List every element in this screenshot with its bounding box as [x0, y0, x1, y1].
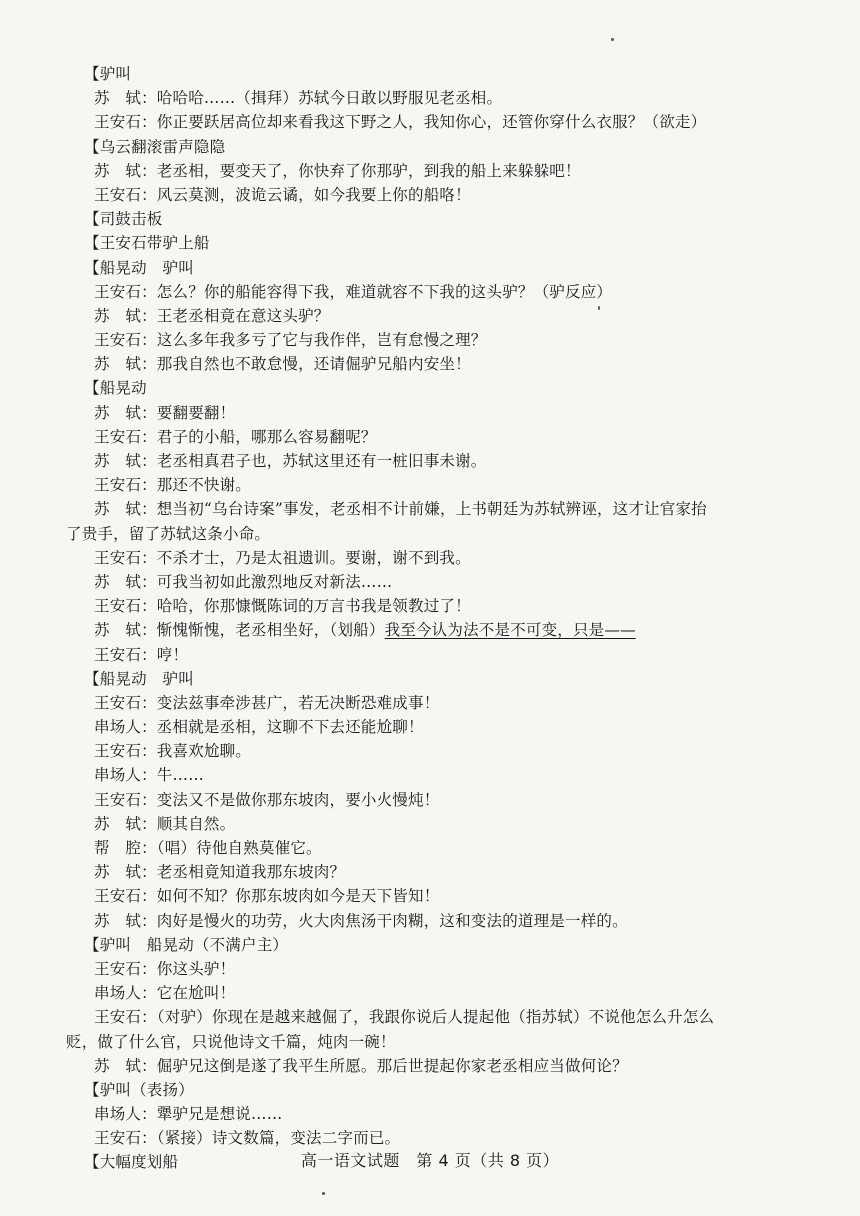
- line-text: 【驴叫: [84, 65, 132, 83]
- dialogue-line: [66, 328, 786, 352]
- line-text: 王安石：哼！: [94, 645, 189, 664]
- stage-direction: [66, 1078, 786, 1102]
- dialogue-line: [66, 812, 786, 836]
- line-text: 王安石：（对驴）你现在是越来越倔了，我跟你说后人提起他（指苏轼）不说他怎么升怎么: [94, 1008, 715, 1027]
- line-text: 苏 轼：要翻要翻！: [94, 403, 236, 422]
- line-text: 【驴叫 船晃动（不满户主）: [84, 935, 289, 954]
- stage-direction: [66, 207, 786, 231]
- dialogue-line: [66, 473, 786, 497]
- page-footer: 高一语文试题 第 4 页（共 8 页）: [300, 1151, 560, 1170]
- dialogue-line: [66, 1030, 786, 1054]
- dialogue-line: [66, 884, 786, 908]
- line-text: 苏 轼：老丞相竟知道我那东坡肉？: [94, 863, 346, 882]
- line-text: 王安石：君子的小船，哪那么容易翻呢？: [94, 427, 377, 446]
- line-text: 苏 轼：顺其自然。: [94, 814, 236, 833]
- stage-direction: [66, 256, 786, 280]
- line-text: 王安石：那还不快谢。: [94, 476, 252, 495]
- dialogue-line: [66, 1054, 786, 1078]
- dialogue-line: [66, 352, 786, 376]
- line-text: 苏 轼：哈哈哈……（揖拜）苏轼今日敢以野服见老丞相。: [94, 89, 503, 108]
- dialogue-line: [66, 715, 786, 739]
- dialogue-line: [66, 86, 786, 110]
- line-text: 苏 轼：惭愧惭愧，老丞相坐好，（划船）: [94, 621, 385, 640]
- dialogue-line: [66, 836, 786, 860]
- line-text: 串场人：它在尬叫！: [94, 984, 236, 1003]
- line-text: 苏 轼：老丞相，要变天了，你快弃了你那驴，到我的船上来躲躲吧！: [94, 161, 581, 180]
- scan-speck: [322, 1192, 325, 1195]
- stage-direction: [66, 62, 786, 86]
- line-text: 苏 轼：老丞相真君子也，苏轼这里还有一桩旧事未谢。: [94, 452, 487, 470]
- underlined-text: 我至今认为法不是不可变，只是——: [384, 621, 636, 640]
- line-text: 【船晃动 驴叫: [84, 669, 194, 688]
- dialogue-line: [66, 159, 786, 183]
- stage-direction: [66, 135, 786, 159]
- line-text: 苏 轼：倔驴兄这倒是遂了我平生所愿。那后世提起你家老丞相应当做何论？: [94, 1056, 628, 1075]
- line-text: 【乌云翻滚雷声隐隐: [84, 137, 226, 156]
- dialogue-line: [66, 957, 786, 981]
- dialogue-line: [66, 401, 786, 425]
- dialogue-line: [66, 643, 786, 667]
- line-text: 苏 轼：肉好是慢火的功劳，火大肉焦汤干肉糊，这和变法的道理是一样的。: [94, 911, 628, 930]
- dialogue-line: [66, 1102, 786, 1126]
- stage-direction: [66, 933, 786, 957]
- line-text: 王安石：不杀才士，乃是太祖遗训。要谢，谢不到我。: [94, 548, 471, 567]
- stage-direction: [66, 667, 786, 691]
- line-text: 王安石：你正要跃居高位却来看我这下野之人，我知你心，还管你穿什么衣服？（欲走）: [94, 113, 707, 132]
- dialogue-line: [66, 183, 786, 207]
- line-text: 苏 轼：王老丞相竟在意这头驴？: [94, 306, 330, 325]
- scan-speck: [598, 306, 600, 310]
- line-text: 苏 轼：那我自然也不敢怠慢，还请倔驴兄船内安坐！: [94, 355, 471, 374]
- dialogue-line: [66, 110, 786, 134]
- dialogue-line: [66, 691, 786, 715]
- stage-direction: [66, 231, 786, 255]
- line-text: 王安石：怎么？你的船能容得下我，难道就容不下我的这头驴？（驴反应）: [94, 282, 613, 301]
- line-text: 王安石：哈哈，你那慷慨陈词的万言书我是领教过了！: [94, 597, 471, 616]
- dialogue-line: [66, 1126, 786, 1150]
- line-text: 王安石：（紧接）诗文数篇，变法二字而已。: [94, 1129, 401, 1148]
- dialogue-line: [66, 1005, 786, 1029]
- line-text: 【船晃动: [84, 379, 147, 398]
- dialogue-line: [66, 280, 786, 304]
- line-text: 王安石：变法兹事牵涉甚广，若无决断恐难成事！: [94, 693, 440, 712]
- dialogue-line: [66, 788, 786, 812]
- dialogue-line: [66, 594, 786, 618]
- line-text: 王安石：我喜欢尬聊。: [94, 742, 252, 761]
- dialogue-line: [66, 546, 786, 570]
- line-text: 贬，做了什么官，只说他诗文千篇，炖肉一碗！: [66, 1032, 396, 1051]
- dialogue-line: [66, 763, 786, 787]
- line-text: 【司鼓击板: [84, 210, 163, 229]
- line-text: 【驴叫（表扬）: [84, 1080, 194, 1099]
- dialogue-line: [66, 497, 786, 521]
- dialogue-line: [66, 304, 786, 328]
- line-text: 王安石：你这头驴！: [94, 959, 236, 978]
- dialogue-line: [66, 522, 786, 546]
- dialogue-line: [66, 618, 786, 642]
- line-text: 【大幅度划船: [84, 1153, 179, 1172]
- dialogue-line: [66, 570, 786, 594]
- line-text: 王安石：这么多年我多亏了它与我作伴，岂有怠慢之理？: [94, 331, 487, 350]
- line-text: 苏 轼：可我当初如此激烈地反对新法……: [94, 572, 393, 591]
- dialogue-line: [66, 449, 786, 473]
- line-text: 苏 轼：想当初“乌台诗案”事发，老丞相不计前嫌，上书朝廷为苏轼辨诬，这才让官家抬: [94, 500, 707, 519]
- stage-direction: [66, 376, 786, 400]
- line-text: 【王安石带驴上船: [84, 234, 210, 253]
- dialogue-line: [66, 860, 786, 884]
- dialogue-line: [66, 909, 786, 933]
- dialogue-line: [66, 425, 786, 449]
- dialogue-line: [66, 981, 786, 1005]
- line-text: 王安石：风云莫测，波诡云谲，如今我要上你的船咯！: [94, 185, 471, 204]
- line-text: 王安石：变法又不是做你那东坡肉，要小火慢炖！: [94, 790, 440, 809]
- line-text: 了贵手，留了苏轼这条小命。: [66, 524, 271, 543]
- line-text: 【船晃动 驴叫: [84, 258, 194, 277]
- script-text: [66, 62, 786, 1175]
- line-text: 串场人：牛……: [94, 766, 204, 785]
- dialogue-line: [66, 739, 786, 763]
- line-text: 串场人：犟驴兄是想说……: [94, 1105, 283, 1124]
- line-text: 串场人：丞相就是丞相，这聊不下去还能尬聊！: [94, 718, 424, 737]
- scan-speck: [611, 38, 614, 41]
- line-text: 王安石：如何不知？你那东坡肉如今是天下皆知！: [94, 887, 440, 906]
- line-text: 帮 腔：（唱）待他自熟莫催它。: [94, 839, 322, 857]
